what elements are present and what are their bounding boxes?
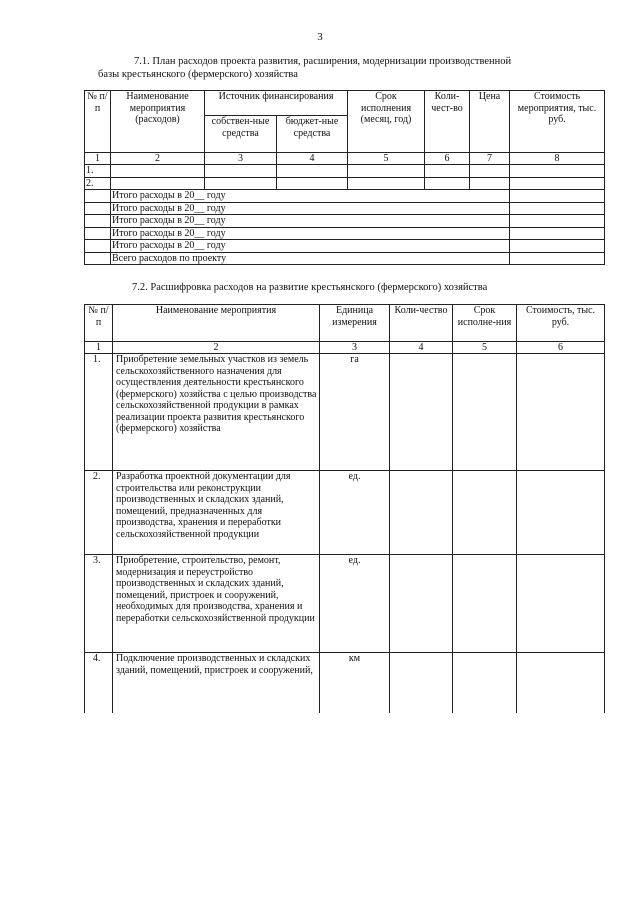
total-row: [85, 240, 605, 253]
col-number: 2: [111, 153, 205, 165]
grand-total-row: [85, 252, 605, 265]
column-number-row: [85, 342, 605, 354]
activity-name: Подключение производственных и складских зданий, помещений, пристроек и сооружений,: [113, 653, 320, 714]
expense-breakdown-table: [84, 304, 605, 713]
header-price: Цена: [470, 91, 510, 153]
unit-value: ед.: [320, 555, 390, 653]
col-number: 6: [425, 153, 470, 165]
total-label: Итого расходы в 20__ году: [111, 202, 510, 215]
col-number: 2: [113, 342, 320, 354]
col-number: 1: [85, 153, 111, 165]
row-number: 1.: [85, 354, 113, 471]
section-7-1-title: [98, 56, 598, 81]
grand-total-label: Всего расходов по проекту: [111, 252, 510, 265]
header-num: № п/п: [85, 305, 113, 342]
col-number: 5: [453, 342, 517, 354]
table-row: [85, 177, 605, 190]
table-row: [85, 165, 605, 178]
header-term: Срок исполне-ния: [453, 305, 517, 342]
header-term: Срок исполнения (месяц, год): [348, 91, 425, 153]
expense-plan-table: [84, 90, 605, 265]
activity-name: Разработка проектной документации для строительства или реконструкции производственных и складских зданий, помещений, предназначенных для производства, хранения и переработки сельскохозяйственной продукции: [113, 471, 320, 555]
total-row: [85, 215, 605, 228]
table-row: [85, 653, 605, 714]
row-number: 2.: [85, 177, 111, 190]
header-qty: Коли-чест-во: [425, 91, 470, 153]
header-cost: Стоимость, тыс. руб.: [517, 305, 605, 342]
page-number: 3: [317, 31, 323, 43]
unit-value: га: [320, 354, 390, 471]
table-row: [85, 471, 605, 555]
total-label: Итого расходы в 20__ году: [111, 190, 510, 203]
unit-value: ед.: [320, 471, 390, 555]
row-number: 4.: [85, 653, 113, 714]
header-num: № п/п: [85, 91, 111, 153]
total-row: [85, 202, 605, 215]
activity-name: Приобретение, строительство, ремонт, модернизация и переустройство производственных и складских зданий, помещений, пристроек и сооружений, необходимых для производства, хранения и переработки сельскохозяйственной продукции: [113, 555, 320, 653]
table-row: [85, 555, 605, 653]
header-qty: Коли-чество: [390, 305, 453, 342]
col-number: 4: [277, 153, 348, 165]
table-row: [85, 354, 605, 471]
col-number: 6: [517, 342, 605, 354]
total-label: Итого расходы в 20__ году: [111, 227, 510, 240]
header-budget-funds: бюджет-ные средства: [277, 116, 348, 153]
total-label: Итого расходы в 20__ году: [111, 215, 510, 228]
header-unit: Единица измерения: [320, 305, 390, 342]
row-number: 2.: [85, 471, 113, 555]
row-number: 3.: [85, 555, 113, 653]
col-number: 7: [470, 153, 510, 165]
column-number-row: [85, 153, 605, 165]
col-number: 4: [390, 342, 453, 354]
unit-value: км: [320, 653, 390, 714]
col-number: 3: [205, 153, 277, 165]
col-number: 1: [85, 342, 113, 354]
col-number: 8: [510, 153, 605, 165]
row-number: 1.: [85, 165, 111, 178]
header-own-funds: собствен-ные средства: [205, 116, 277, 153]
col-number: 5: [348, 153, 425, 165]
total-row: [85, 227, 605, 240]
header-name: Наименование мероприятия (расходов): [111, 91, 205, 153]
section-7-1-title-line1: 7.1. План расходов проекта развития, расширения, модернизации производственной: [134, 56, 512, 67]
header-source: Источник финансирования: [205, 91, 348, 116]
col-number: 3: [320, 342, 390, 354]
total-label: Итого расходы в 20__ году: [111, 240, 510, 253]
header-cost: Стоимость мероприятия, тыс. руб.: [510, 91, 605, 153]
header-name: Наименование мероприятия: [113, 305, 320, 342]
section-7-2-title: 7.2. Расшифровка расходов на развитие крестьянского (фермерского) хозяйства: [132, 282, 488, 293]
total-row: [85, 190, 605, 203]
activity-name: Приобретение земельных участков из земель сельскохозяйственного назначения для осуществления деятельности крестьянского (фермерского) хозяйства с целью производства сельскохозяйственной продукции в рамках реализации проекта развития крестьянского (фермерского) хозяйства: [113, 354, 320, 471]
section-7-1-title-line2: базы крестьянского (фермерского) хозяйства: [98, 68, 298, 80]
